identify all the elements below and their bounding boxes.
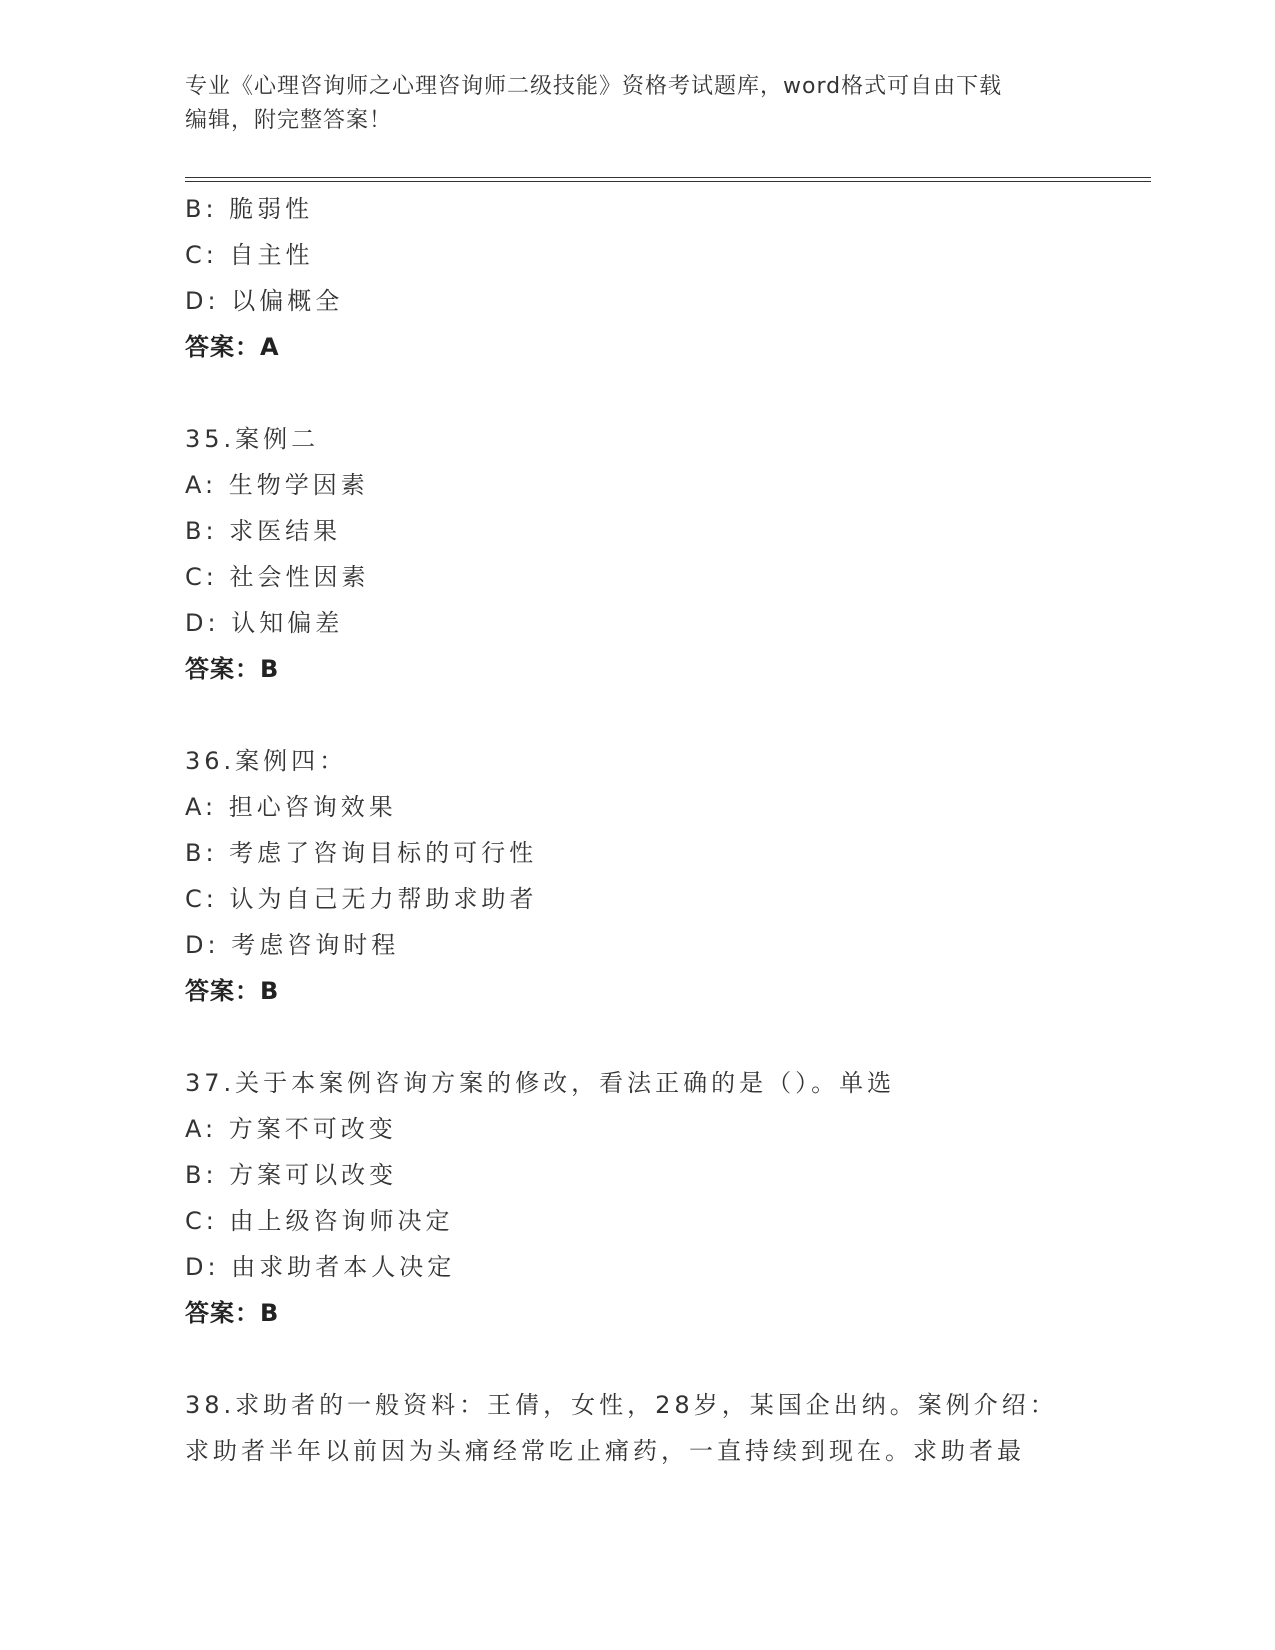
option-a: A: 生物学因素 — [185, 471, 369, 499]
option-b: B: 方案可以改变 — [185, 1161, 398, 1189]
answer-label: 答案：B — [185, 977, 280, 1005]
header-divider-bottom — [185, 181, 1151, 182]
option-a: A: 方案不可改变 — [185, 1115, 397, 1143]
header-line-2: 编辑，附完整答案！ — [185, 108, 393, 133]
option-c: C: 认为自己无力帮助求助者 — [185, 885, 538, 913]
question-38 — [185, 1382, 1151, 1474]
option-c: C: 社会性因素 — [185, 563, 370, 591]
question-34-continued — [185, 186, 1151, 370]
header-divider-top — [185, 177, 1151, 178]
question-list — [185, 186, 1151, 1474]
header-line-1: 专业《心理咨询师之心理咨询师二级技能》资格考试题库，word格式可自由下载 — [185, 74, 1003, 99]
option-c: C: 自主性 — [185, 241, 314, 269]
question-text-line-1: 38.求助者的一般资料：王倩，女性，28岁，某国企出纳。案例介绍： — [185, 1391, 1058, 1419]
option-b: B: 考虑了咨询目标的可行性 — [185, 839, 538, 867]
question-title: 36.案例四： — [185, 747, 348, 775]
spacer — [185, 692, 1151, 738]
answer-label: 答案：B — [185, 655, 280, 683]
question-title: 35.案例二 — [185, 425, 320, 453]
option-c: C: 由上级咨询师决定 — [185, 1207, 454, 1235]
option-a: A: 担心咨询效果 — [185, 793, 397, 821]
option-d: D: 考虑咨询时程 — [185, 931, 400, 959]
spacer — [185, 370, 1151, 416]
question-title: 37.关于本案例咨询方案的修改，看法正确的是（）。单选 — [185, 1069, 896, 1097]
option-b: B: 脆弱性 — [185, 195, 314, 223]
question-37 — [185, 1060, 1151, 1336]
answer-label: 答案：B — [185, 1299, 280, 1327]
question-text-line-2: 求助者半年以前因为头痛经常吃止痛药，一直持续到现在。求助者最 — [185, 1437, 1025, 1465]
option-d: D: 以偏概全 — [185, 287, 344, 315]
question-36 — [185, 738, 1151, 1014]
option-b: B: 求医结果 — [185, 517, 342, 545]
page-header — [185, 70, 1085, 138]
spacer — [185, 1336, 1151, 1382]
option-d: D: 认知偏差 — [185, 609, 344, 637]
answer-label: 答案：A — [185, 333, 280, 361]
spacer — [185, 1014, 1151, 1060]
question-35 — [185, 416, 1151, 692]
option-d: D: 由求助者本人决定 — [185, 1253, 456, 1281]
